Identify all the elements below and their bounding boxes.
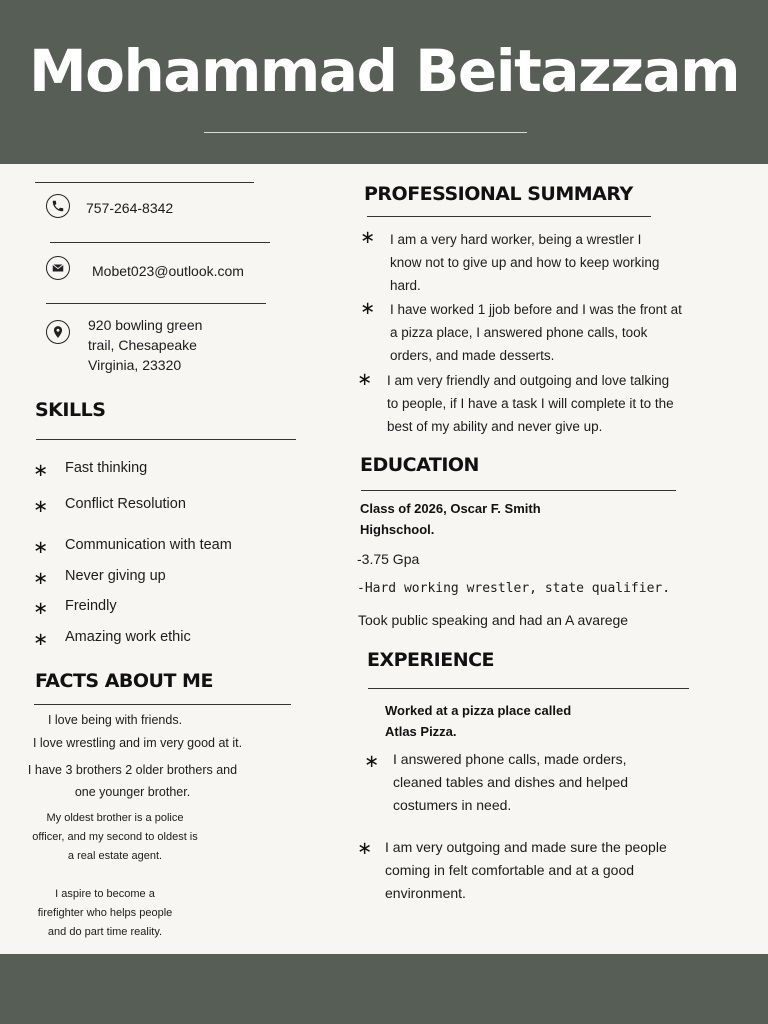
skill-item: Communication with team [65, 537, 232, 553]
envelope-icon [46, 256, 70, 280]
skill-item: Amazing work ethic [65, 629, 191, 645]
education-heading: EDUCATION [360, 454, 479, 476]
summary-heading: PROFESSIONAL SUMMARY [364, 183, 633, 205]
name-underline [204, 132, 527, 133]
fact-line: My oldest brother is a police [46, 812, 184, 824]
summary-item [390, 228, 659, 297]
job-line: Atlas Pizza. [385, 724, 457, 739]
footer-band [0, 954, 768, 1024]
facts-divider [34, 704, 291, 705]
experience-heading: EXPERIENCE [367, 649, 495, 671]
summary-item [387, 369, 674, 438]
bullet-icon: ∗ [33, 460, 49, 481]
bullet-icon: ∗ [33, 568, 49, 589]
experience-line: environment. [385, 885, 466, 901]
address-line: trail, Chesapeake [88, 337, 197, 353]
bullet-icon: ∗ [33, 629, 49, 650]
experience-divider [368, 688, 689, 689]
bullet-icon: ∗ [33, 598, 49, 619]
address-line: Virginia, 23320 [88, 357, 182, 373]
fact-line: I have 3 brothers 2 older brothers and [27, 763, 238, 777]
summary-line: a pizza place, I answered phone calls, took [390, 325, 648, 340]
address-line: 920 bowling green [88, 317, 203, 333]
bullet-icon: ∗ [360, 298, 376, 319]
bullet-icon: ∗ [357, 838, 373, 859]
summary-divider [367, 216, 651, 217]
summary-item [390, 298, 682, 367]
public-speaking-note: Took public speaking and had an A avarege [358, 612, 629, 628]
email-address: Mobet023@outlook.com [92, 263, 244, 279]
skill-item: Fast thinking [65, 460, 148, 476]
school-line: Class of 2026, Oscar F. Smith [360, 501, 541, 516]
bullet-icon: ∗ [357, 369, 373, 390]
job-line: Worked at a pizza place called [385, 703, 572, 718]
phone-number: 757-264-8342 [86, 200, 174, 216]
fact-line: officer, and my second to oldest is [32, 831, 198, 843]
summary-line: orders, and made desserts. [390, 348, 555, 363]
contact-divider [50, 242, 270, 243]
facts-heading: FACTS ABOUT ME [35, 670, 213, 692]
summary-line: hard. [390, 278, 421, 293]
experience-item [385, 836, 667, 905]
wrestler-note: -Hard working wrestler, state qualifier. [357, 581, 671, 596]
summary-line: to people, if I have a task I will complete it to the [387, 396, 674, 411]
job-title [385, 700, 571, 742]
bullet-icon: ∗ [364, 751, 380, 772]
skill-item: Freindly [65, 598, 117, 614]
contact-divider [46, 303, 266, 304]
experience-line: coming in felt comfortable and at a good [385, 862, 635, 878]
experience-line: I am very outgoing and made sure the people [385, 839, 667, 855]
location-pin-icon [46, 320, 70, 344]
candidate-name: Mohammad Beitazzam [28, 37, 740, 105]
experience-line: costumers in need. [393, 797, 512, 813]
skills-divider [36, 439, 296, 440]
summary-line: know not to give up and how to keep working [390, 255, 660, 270]
bullet-icon: ∗ [33, 496, 49, 517]
fact-line: I aspire to become a [55, 888, 155, 900]
summary-line: I have worked 1 jjob before and I was the front at [390, 302, 682, 317]
skills-heading: SKILLS [35, 399, 106, 421]
skill-item: Conflict Resolution [65, 496, 186, 512]
summary-line: I am a very hard worker, being a wrestler I [390, 232, 642, 247]
experience-line: I answered phone calls, made orders, [393, 751, 627, 767]
experience-line: cleaned tables and dishes and helped [393, 774, 629, 790]
contact-divider [35, 182, 254, 183]
summary-line: best of my ability and never give up. [387, 419, 603, 434]
experience-item [393, 748, 628, 817]
fact-line: and do part time reality. [47, 926, 163, 938]
fact-line: one younger brother. [74, 785, 191, 799]
summary-line: I am very friendly and outgoing and love talking [387, 373, 670, 388]
bullet-icon: ∗ [33, 537, 49, 558]
fact-line: I love being with friends. [47, 713, 183, 727]
phone-icon [46, 194, 70, 218]
bullet-icon: ∗ [360, 227, 376, 248]
fact-line: a real estate agent. [67, 850, 163, 862]
school-info [360, 498, 541, 540]
skill-item: Never giving up [65, 568, 166, 584]
school-line: Highschool. [360, 522, 435, 537]
fact-line: I love wrestling and im very good at it. [32, 736, 243, 750]
education-divider [361, 490, 676, 491]
gpa: -3.75 Gpa [357, 551, 420, 567]
fact-line: firefighter who helps people [37, 907, 173, 919]
address [88, 315, 202, 375]
